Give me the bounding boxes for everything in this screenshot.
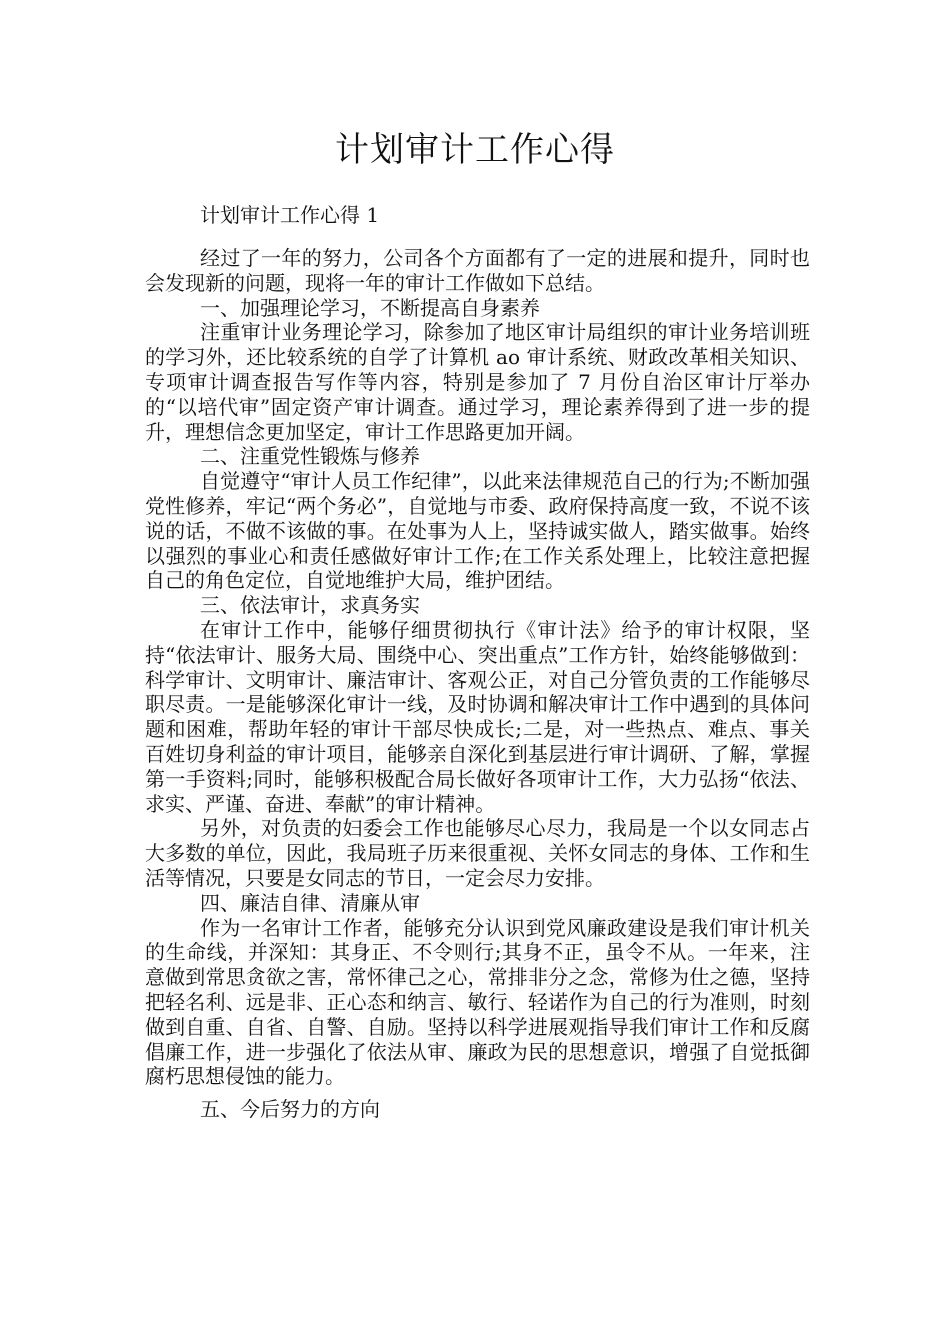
paragraph-party-discipline: 自觉遵守“审计人员工作纪律”，以此来法律规范自己的行为;不断加强党性修养，牢记“两个务必”，自觉地与市委、政府保持高度一致，不说不该说的话，不做不该做的事。在处事为人上，坚持诚实做人，踏实做事。始终以强烈的事业心和责任感做好审计工作;在工作关系处理上，比较注意把握自己的角色定位，自觉地维护大局，维护团结。: [145, 469, 810, 593]
section-heading-5: 五、今后努力的方向: [200, 1097, 380, 1122]
document-body: [145, 246, 810, 1122]
paragraph-women-committee: 另外，对负责的妇委会工作也能够尽心尽力，我局是一个以女同志占大多数的单位，因此，我局班子历来很重视、关怀女同志的身体、工作和生活等情况，只要是女同志的节日，一定会尽力安排。: [145, 816, 810, 890]
paragraph-theory-study: 注重审计业务理论学习，除参加了地区审计局组织的审计业务培训班的学习外，还比较系统的自学了计算机 ao 审计系统、财政改革相关知识、专项审计调查报告写作等内容，特别是参加了 7 月份自治区审计厅举办的“以培代审”固定资产审计调查。通过学习，理论素养得到了进一步的提升，理想信念更加坚定，审计工作思路更加开阔。: [145, 320, 810, 444]
paragraph-integrity: 作为一名审计工作者，能够充分认识到党风廉政建设是我们审计机关的生命线，并深知：其身正、不令则行;其身不正，虽令不从。一年来，注意做到常思贪欲之害，常怀律己之心，常排非分之念，常修为仕之德，坚持把轻名利、远是非、正心态和纳言、敏行、轻诺作为自己的行为准则，时刻做到自重、自省、自警、自励。坚持以科学进展观指导我们审计工作和反腐倡廉工作，进一步强化了依法从审、廉政为民的思想意识，增强了自觉抵御腐朽思想侵蚀的能力。: [145, 915, 810, 1089]
section-heading-4: 四、廉洁自律、清廉从审: [200, 890, 420, 915]
section-heading-2: 二、注重党性锻炼与修养: [200, 444, 420, 469]
document-title: 计划审计工作心得: [335, 130, 615, 170]
paragraph-lawful-audit: 在审计工作中，能够仔细贯彻执行《审计法》给予的审计权限，坚持“依法审计、服务大局、围绕中心、突出重点”工作方针，始终能够做到：科学审计、文明审计、廉洁审计、客观公正，对自己分管负责的工作能够尽职尽责。一是能够深化审计一线，及时协调和解决审计工作中遇到的具体问题和困难，帮助年轻的审计干部尽快成长;二是，对一些热点、难点、事关百姓切身利益的审计项目，能够亲自深化到基层进行审计调研、了解，掌握第一手资料;同时，能够积极配合局长做好各项审计工作，大力弘扬“依法、求实、严谨、奋进、奉献”的审计精神。: [145, 617, 810, 816]
section-heading-1: 一、加强理论学习，不断提高自身素养: [200, 295, 540, 320]
document-subtitle: 计划审计工作心得 1: [200, 203, 380, 227]
paragraph-intro: 经过了一年的努力，公司各个方面都有了一定的进展和提升，同时也会发现新的问题，现将一年的审计工作做如下总结。: [145, 246, 810, 295]
section-heading-3: 三、依法审计，求真务实: [200, 593, 420, 618]
